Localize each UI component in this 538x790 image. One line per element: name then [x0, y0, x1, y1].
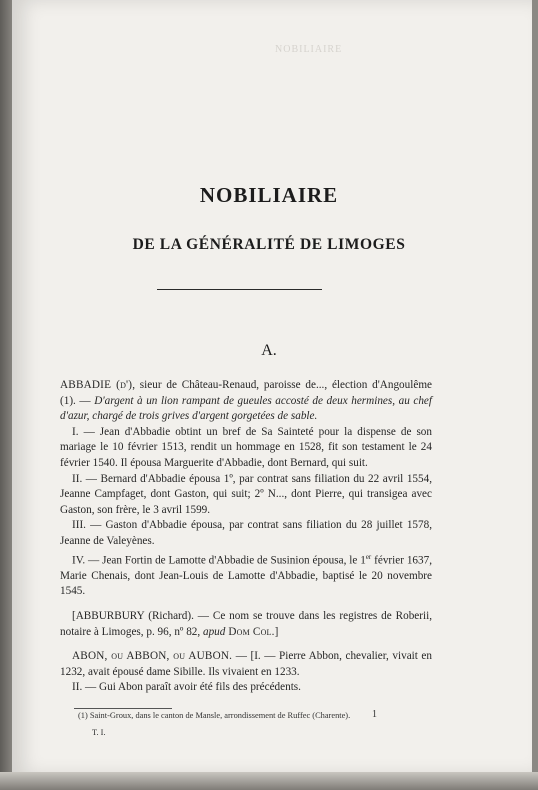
section-letter: A. [261, 342, 277, 359]
abon-generation-2: II. — Gui Abon paraît avoir été fils des précédents. [72, 681, 301, 694]
title-divider [157, 289, 322, 290]
bleed-through-text: NOBILIAIRE [275, 44, 343, 55]
entry-abbadie [60, 378, 432, 425]
generation-4-part-b: février 1637, Marie Chenais, dont Jean-Louis de Lamotte d'Abbadie, baptisé le 20 novembre 1545. [60, 554, 432, 598]
generation-4-part-a: IV. — Jean Fortin de Lamotte d'Abbadie de Susinion épousa, le 1 [72, 554, 366, 567]
entry-abon [60, 649, 432, 680]
generation-4 [60, 550, 432, 601]
abburbury-source: Dom Col.] [225, 625, 279, 638]
page-subtitle: DE LA GÉNÉRALITÉ DE LIMOGES [132, 236, 406, 253]
entry-name: ABBADIE (d') [60, 379, 133, 391]
footnote: (1) Saint-Groux, dans le canton de Mansle, arrondissement de Ruffec (Charente). [78, 711, 351, 720]
footnote-divider [74, 708, 172, 709]
entry-abburbury [60, 609, 432, 640]
generation-1: I. — Jean d'Abbadie obtint un bref de Sa Sainteté pour la dispense de son mariage le 10 février 1513, rendit un hommage en 1528, fit son testament le 24 février 1540. Il épousa Marguerite d'Abbadie, dont Bernard, qui suit. [60, 425, 432, 469]
signature-mark: 1 [372, 709, 377, 720]
abburbury-apud: apud [202, 625, 226, 638]
abburbury-text: [ABBURBURY (Richard). — Ce nom se trouve dans les registres de Roberii, notaire à Limoges, p. 96, nº 82, [60, 610, 432, 638]
volume-label: T. I. [92, 728, 106, 737]
generation-2: II. — Bernard d'Abbadie épousa 1º, par contrat sans filiation du 22 avril 1554, Jeanne Campfaget, dont Gaston, qui suit; 2º N..., dont Pierre, qui transigea avec Gaston, son frère, le 3 avril 1599. [60, 472, 432, 516]
entry-arms: D'argent à un lion rampant de gueules accosté de deux hermines, au chef d'azur, chargé de trois grives d'argent gorgetées de sable. [60, 394, 432, 423]
body-text [60, 378, 432, 696]
abon-text: — [I. — Pierre Abbon, chevalier, vivait en 1232, avait épousé dame Sibille. Ils vivaient en 1233. [60, 650, 432, 678]
generation-3: III. — Gaston d'Abbadie épousa, par contrat sans filiation du 28 juillet 1578, Jeanne de Valeyènes. [60, 519, 432, 547]
page-bottom-edge [0, 772, 538, 790]
abon-heading: ABON, ou ABBON, ou AUBON. [72, 650, 233, 663]
superscript-er: er [365, 552, 372, 561]
page-title: NOBILIAIRE [199, 183, 339, 207]
entry-intro: , sieur de Château-Renaud, paroisse de..., élection d'Angoulême (1). — [60, 379, 432, 407]
